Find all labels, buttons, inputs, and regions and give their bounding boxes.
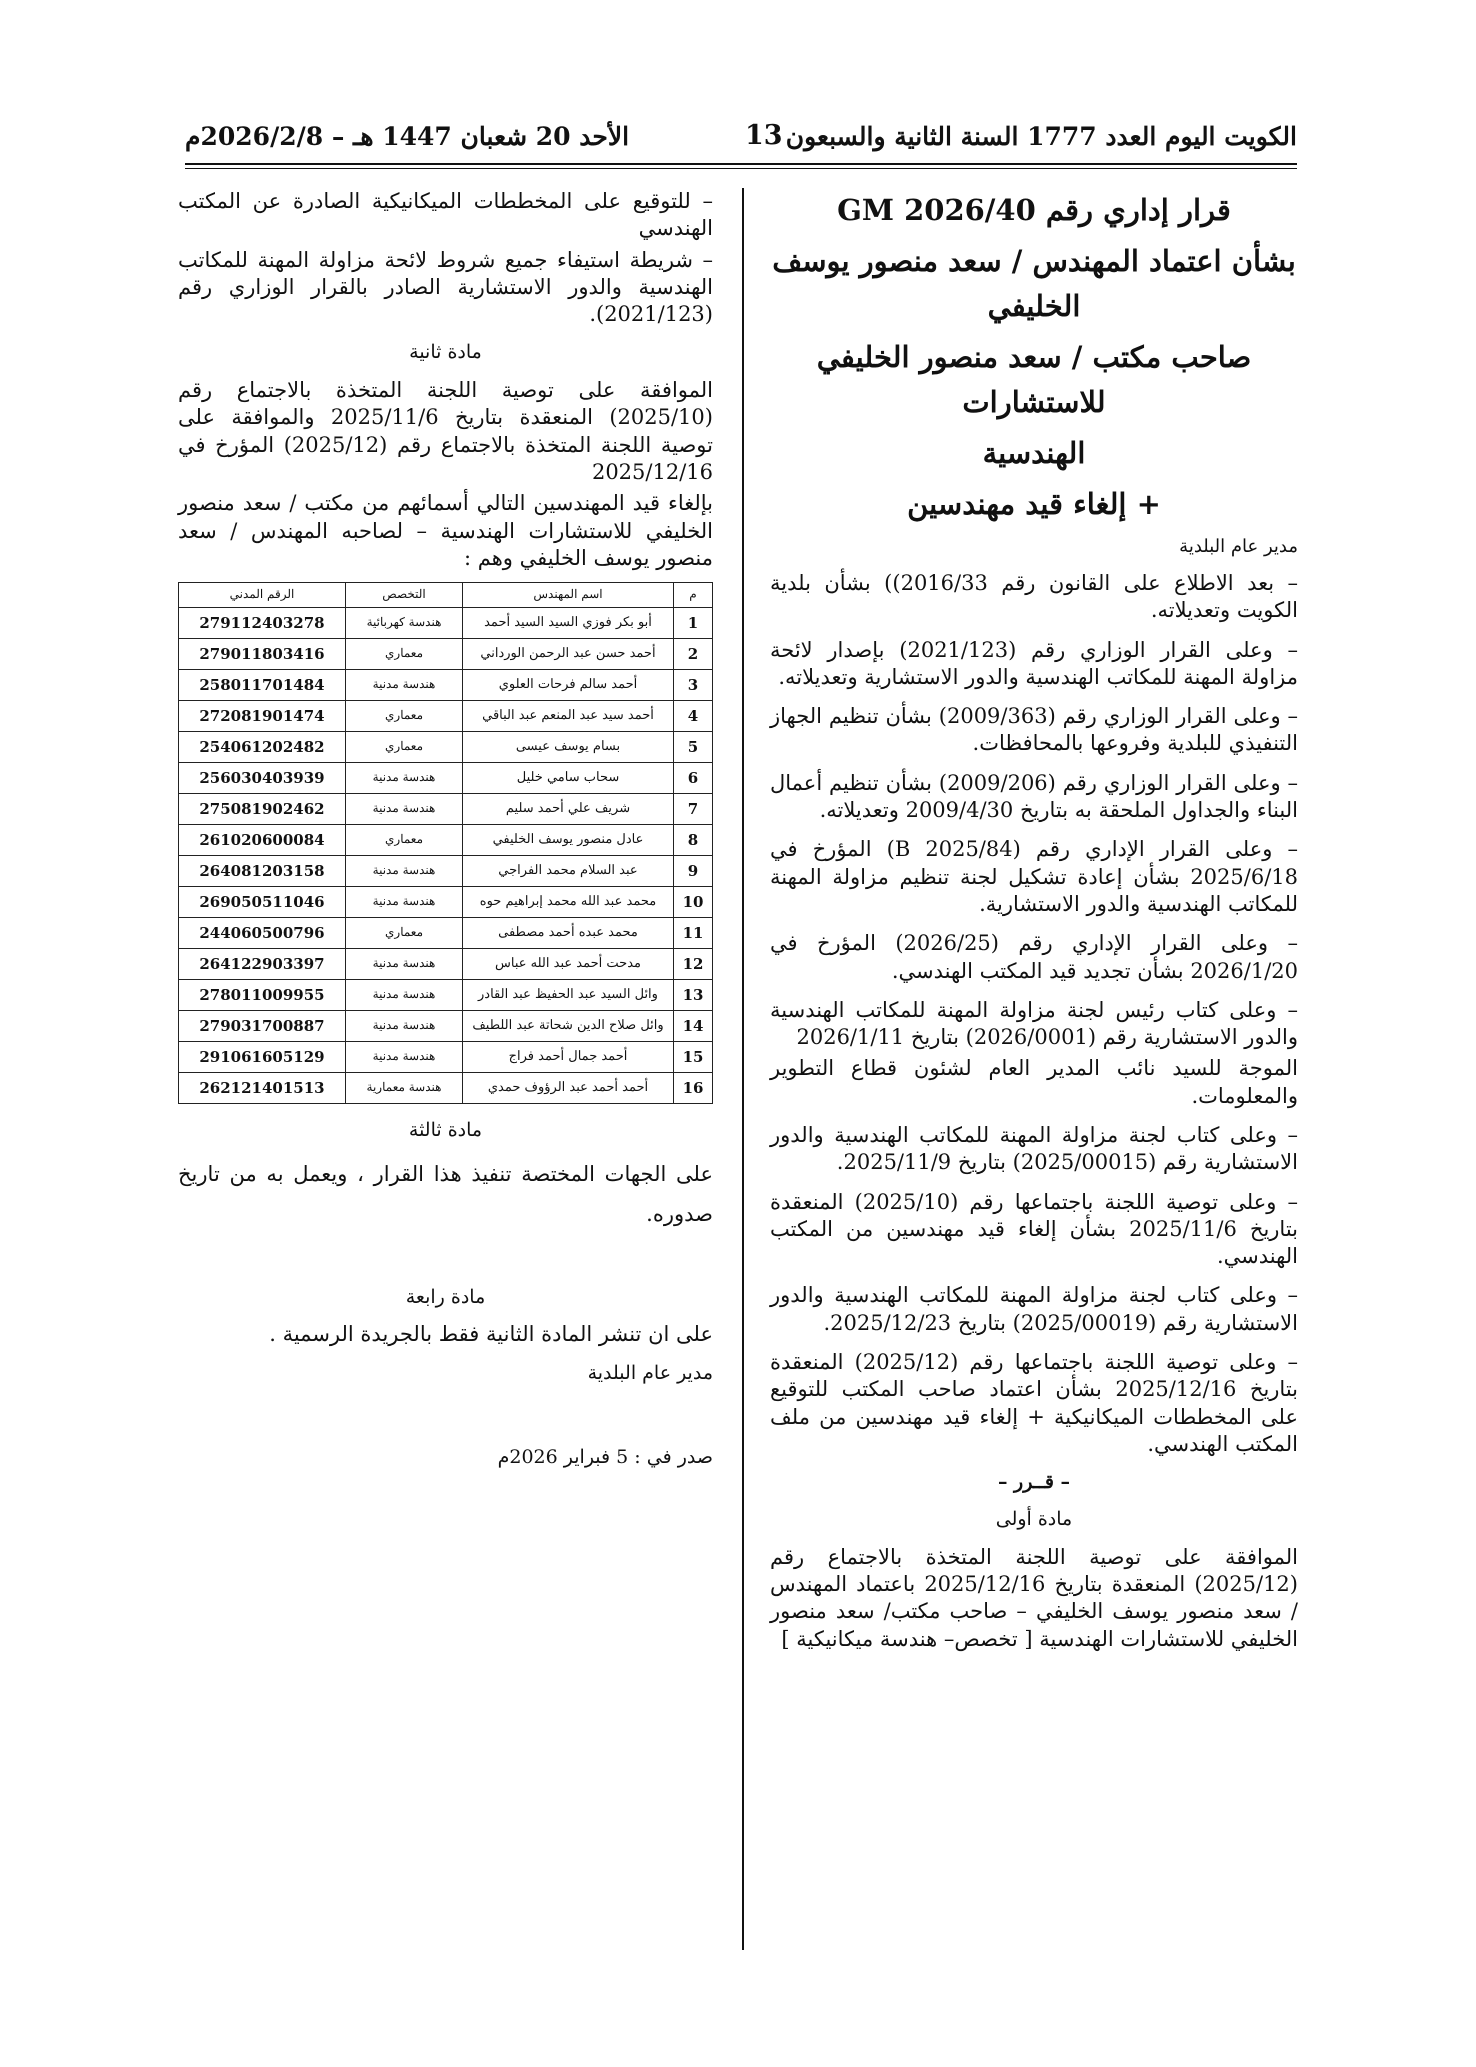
civil-id: 258011701484: [179, 670, 346, 701]
table-row: [179, 1073, 713, 1104]
condition-item: – شريطة استيفاء جميع شروط لائحة مزاولة المهنة للمكاتب الهندسية والدور الاستشارية الصادر بالقرار الوزاري رقم (2021/123).: [178, 247, 713, 327]
table-row: [179, 856, 713, 887]
engineer-name: سحاب سامي خليل: [463, 763, 674, 794]
civil-id: 278011009955: [179, 980, 346, 1011]
preamble-item: – وعلى القرار الإداري رقم (2026/25) المؤرخ في 2026/1/20 بشأن تجديد قيد المكتب الهندسي.: [770, 931, 1298, 983]
preamble-item: – وعلى القرار الإداري رقم (2025/84 B) المؤرخ في 2025/6/18 بشأن إعادة تشكيل لجنة تنظيم مزاولة المهنة للمكاتب الهندسية والدور الاستشارية.: [770, 837, 1298, 916]
col-header-specialty: التخصص: [346, 583, 463, 608]
row-index: 5: [674, 732, 713, 763]
engineer-name: مدحت أحمد عبد الله عباس: [463, 949, 674, 980]
civil-id: 279112403278: [179, 608, 346, 639]
title-line: الهندسية: [982, 435, 1086, 470]
article3-text: على الجهات المختصة تنفيذ هذا القرار ، ويعمل به من تاريخ صدوره.: [178, 1161, 713, 1226]
article4-title: مادة رابعة: [405, 1285, 486, 1308]
table-row: [179, 1042, 713, 1073]
row-index: 6: [674, 763, 713, 794]
header-rule-thin: [185, 168, 1297, 169]
engineer-name: أبو بكر فوزي السيد السيد أحمد: [463, 608, 674, 639]
row-index: 2: [674, 639, 713, 670]
table-row: [179, 608, 713, 639]
civil-id: 262121401513: [179, 1073, 346, 1104]
civil-id: 254061202482: [179, 732, 346, 763]
engineer-name: أحمد جمال أحمد فراج: [463, 1042, 674, 1073]
engineer-specialty: هندسة مدنية: [346, 763, 463, 794]
engineer-name: محمد عبده أحمد مصطفى: [463, 918, 674, 949]
civil-id: 244060500796: [179, 918, 346, 949]
right-column: [770, 188, 1298, 1665]
table-header-row: [179, 583, 713, 608]
engineer-name: أحمد سالم فرحات العلوي: [463, 670, 674, 701]
row-index: 14: [674, 1011, 713, 1042]
row-index: 4: [674, 701, 713, 732]
engineers-table: [178, 582, 713, 1104]
engineer-name: أحمد سيد عبد المنعم عبد الباقي: [463, 701, 674, 732]
civil-id: 264122903397: [179, 949, 346, 980]
preamble-item: – وعلى كتاب لجنة مزاولة المهنة للمكاتب الهندسية والدور الاستشارية رقم (2025/00019) بتاريخ 2025/12/23.: [770, 1283, 1298, 1335]
row-index: 16: [674, 1073, 713, 1104]
preamble-item: – وعلى القرار الوزاري رقم (2021/123) بإصدار لائحة مزاولة المهنة للمكاتب الهندسية والدور الاستشارية وتعديلاته.: [770, 637, 1298, 689]
civil-id: 275081902462: [179, 794, 346, 825]
preamble-item: – وعلى القرار الوزاري رقم (2009/363) بشأن تنظيم الجهاز التنفيذي للبلدية وفروعها بالمحافظات.: [770, 704, 1298, 756]
article4-text: على ان تنشر المادة الثانية فقط بالجريدة الرسمية .: [269, 1322, 713, 1347]
civil-id: 291061605129: [179, 1042, 346, 1073]
table-row: [179, 639, 713, 670]
civil-id: 261020600084: [179, 825, 346, 856]
preamble-item: – وعلى كتاب رئيس لجنة مزاولة المهنة للمكاتب الهندسية والدور الاستشارية رقم (2026/0001) بتاريخ 2026/1/11: [770, 997, 1298, 1050]
table-row: [179, 949, 713, 980]
issuer: مدير عام البلدية: [1179, 535, 1298, 557]
engineer-specialty: هندسة مدنية: [346, 856, 463, 887]
civil-id: 279011803416: [179, 639, 346, 670]
engineer-name: وائل السيد عبد الحفيظ عبد القادر: [463, 980, 674, 1011]
table-row: [179, 763, 713, 794]
row-index: 10: [674, 887, 713, 918]
engineer-specialty: معماري: [346, 639, 463, 670]
article1-title: مادة أولى: [995, 1507, 1073, 1530]
engineers-table-body: [179, 608, 713, 1104]
row-index: 12: [674, 949, 713, 980]
row-index: 3: [674, 670, 713, 701]
row-index: 8: [674, 825, 713, 856]
engineer-specialty: معماري: [346, 732, 463, 763]
title-line: + إلغاء قيد مهندسين: [907, 486, 1161, 521]
row-index: 13: [674, 980, 713, 1011]
article3-title: مادة ثالثة: [408, 1119, 483, 1142]
table-row: [179, 794, 713, 825]
preamble-item: – وعلى كتاب لجنة مزاولة المهنة للمكاتب الهندسية والدور الاستشارية رقم (2025/00015) بتاريخ 2025/11/9.: [770, 1123, 1298, 1175]
table-row: [179, 918, 713, 949]
engineer-specialty: هندسة كهربائية: [346, 608, 463, 639]
issue-date: صدر في : 5 فبراير 2026م: [497, 1446, 713, 1469]
table-row: [179, 701, 713, 732]
column-divider: [742, 188, 744, 1950]
engineer-specialty: هندسة معمارية: [346, 1073, 463, 1104]
preamble-item: الموجة للسيد نائب المدير العام لشئون قطاع التطوير والمعلومات.: [770, 1056, 1298, 1108]
title-line: بشأن اعتماد المهندس / سعد منصور يوسف الخليفي: [772, 243, 1296, 323]
table-row: [179, 732, 713, 763]
table-row: [179, 887, 713, 918]
page-number: 13: [745, 120, 783, 151]
preamble-item: – وعلى توصية اللجنة باجتماعها رقم (2025/10) المنعقدة بتاريخ 2025/11/6 بشأن إلغاء قيد مهندسين من المكتب الهندسي.: [770, 1189, 1299, 1269]
engineer-specialty: هندسة مدنية: [346, 1011, 463, 1042]
col-header-civil-id: الرقم المدني: [179, 583, 346, 608]
preamble-item: – بعد الاطلاع على القانون رقم 2016/33)) بشأن بلدية الكويت وتعديلاته.: [770, 570, 1298, 623]
engineer-name: عادل منصور يوسف الخليفي: [463, 825, 674, 856]
row-index: 11: [674, 918, 713, 949]
left-column: [178, 188, 713, 1482]
engineer-name: محمد عبد الله محمد إبراهيم حوه: [463, 887, 674, 918]
decides-heading: – قــرر –: [997, 1471, 1071, 1494]
table-row: [179, 980, 713, 1011]
civil-id: 264081203158: [179, 856, 346, 887]
article2-text: الموافقة على توصية اللجنة المتخذة بالاجتماع رقم (2025/10) المنعقدة بتاريخ 2025/11/6 والموافقة على توصية اللجنة المتخذة بالاجتماع رقم (2025/12) المؤرخ في 2025/12/16: [178, 378, 713, 485]
engineer-name: أحمد أحمد عبد الرؤوف حمدي: [463, 1073, 674, 1104]
preamble-item: – وعلى توصية اللجنة باجتماعها رقم (2025/12) المنعقدة بتاريخ 2025/12/16 بشأن اعتماد صاحب المكتب للتوقيع على المخططات الميكانيكية + إلغاء قيد مهندسين من ملف المكتب الهندسي.: [770, 1350, 1299, 1456]
table-row: [179, 825, 713, 856]
article2-text-continued: بإلغاء قيد المهندسين التالي أسمائهم من مكتب / سعد منصور الخليفي للاستشارات الهندسية – لصاحبه المهندس / سعد منصور يوسف الخليفي وهم :: [178, 491, 713, 570]
article2-title: مادة ثانية: [409, 341, 482, 364]
condition-item: – للتوقيع على المخططات الميكانيكية الصادرة عن المكتب الهندسي: [178, 189, 713, 241]
civil-id: 279031700887: [179, 1011, 346, 1042]
engineer-specialty: هندسة مدنية: [346, 887, 463, 918]
engineer-name: عبد السلام محمد الفراجي: [463, 856, 674, 887]
header-rule: [185, 163, 1297, 165]
engineer-name: شريف علي أحمد سليم: [463, 794, 674, 825]
header-date: الأحد 20 شعبان 1447 هـ – 2026/2/8م: [185, 122, 630, 151]
page-header: [185, 118, 1297, 160]
engineer-specialty: معماري: [346, 825, 463, 856]
engineer-specialty: هندسة مدنية: [346, 949, 463, 980]
article1-text: الموافقة على توصية اللجنة المتخذة بالاجتماع رقم (2025/12) المنعقدة بتاريخ 2025/12/16 باعتماد المهندس / سعد منصور يوسف الخليفي – صاحب مكتب/ سعد منصور الخليفي للاستشارات الهندسية [ تخصص– هندسة ميكانيكية ]: [770, 1544, 1298, 1651]
engineer-specialty: معماري: [346, 918, 463, 949]
engineer-specialty: معماري: [346, 701, 463, 732]
engineer-name: بسام يوسف عيسى: [463, 732, 674, 763]
civil-id: 272081901474: [179, 701, 346, 732]
row-index: 7: [674, 794, 713, 825]
table-row: [179, 1011, 713, 1042]
title-line: صاحب مكتب / سعد منصور الخليفي للاستشارات: [816, 339, 1252, 419]
row-index: 1: [674, 608, 713, 639]
signature: مدير عام البلدية: [587, 1361, 713, 1384]
engineer-name: أحمد حسن عبد الرحمن الورداني: [463, 639, 674, 670]
header-issue-info: الكويت اليوم العدد 1777 السنة الثانية والسبعون: [785, 122, 1297, 151]
civil-id: 256030403939: [179, 763, 346, 794]
preamble-item: – وعلى القرار الوزاري رقم (2009/206) بشأن تنظيم أعمال البناء والجداول الملحقة به بتاريخ 2009/4/30 وتعديلاته.: [770, 770, 1298, 823]
row-index: 9: [674, 856, 713, 887]
col-header-name: اسم المهندس: [463, 583, 674, 608]
engineer-name: وائل صلاح الدين شحاتة عبد اللطيف: [463, 1011, 674, 1042]
row-index: 15: [674, 1042, 713, 1073]
engineer-specialty: هندسة مدنية: [346, 1042, 463, 1073]
title-line: قرار إداري رقم 2026/40 GM: [837, 193, 1231, 227]
engineer-specialty: هندسة مدنية: [346, 670, 463, 701]
decision-title: [770, 188, 1298, 527]
table-row: [179, 670, 713, 701]
engineer-specialty: هندسة مدنية: [346, 980, 463, 1011]
civil-id: 269050511046: [179, 887, 346, 918]
col-header-index: م: [674, 583, 713, 608]
engineer-specialty: هندسة مدنية: [346, 794, 463, 825]
